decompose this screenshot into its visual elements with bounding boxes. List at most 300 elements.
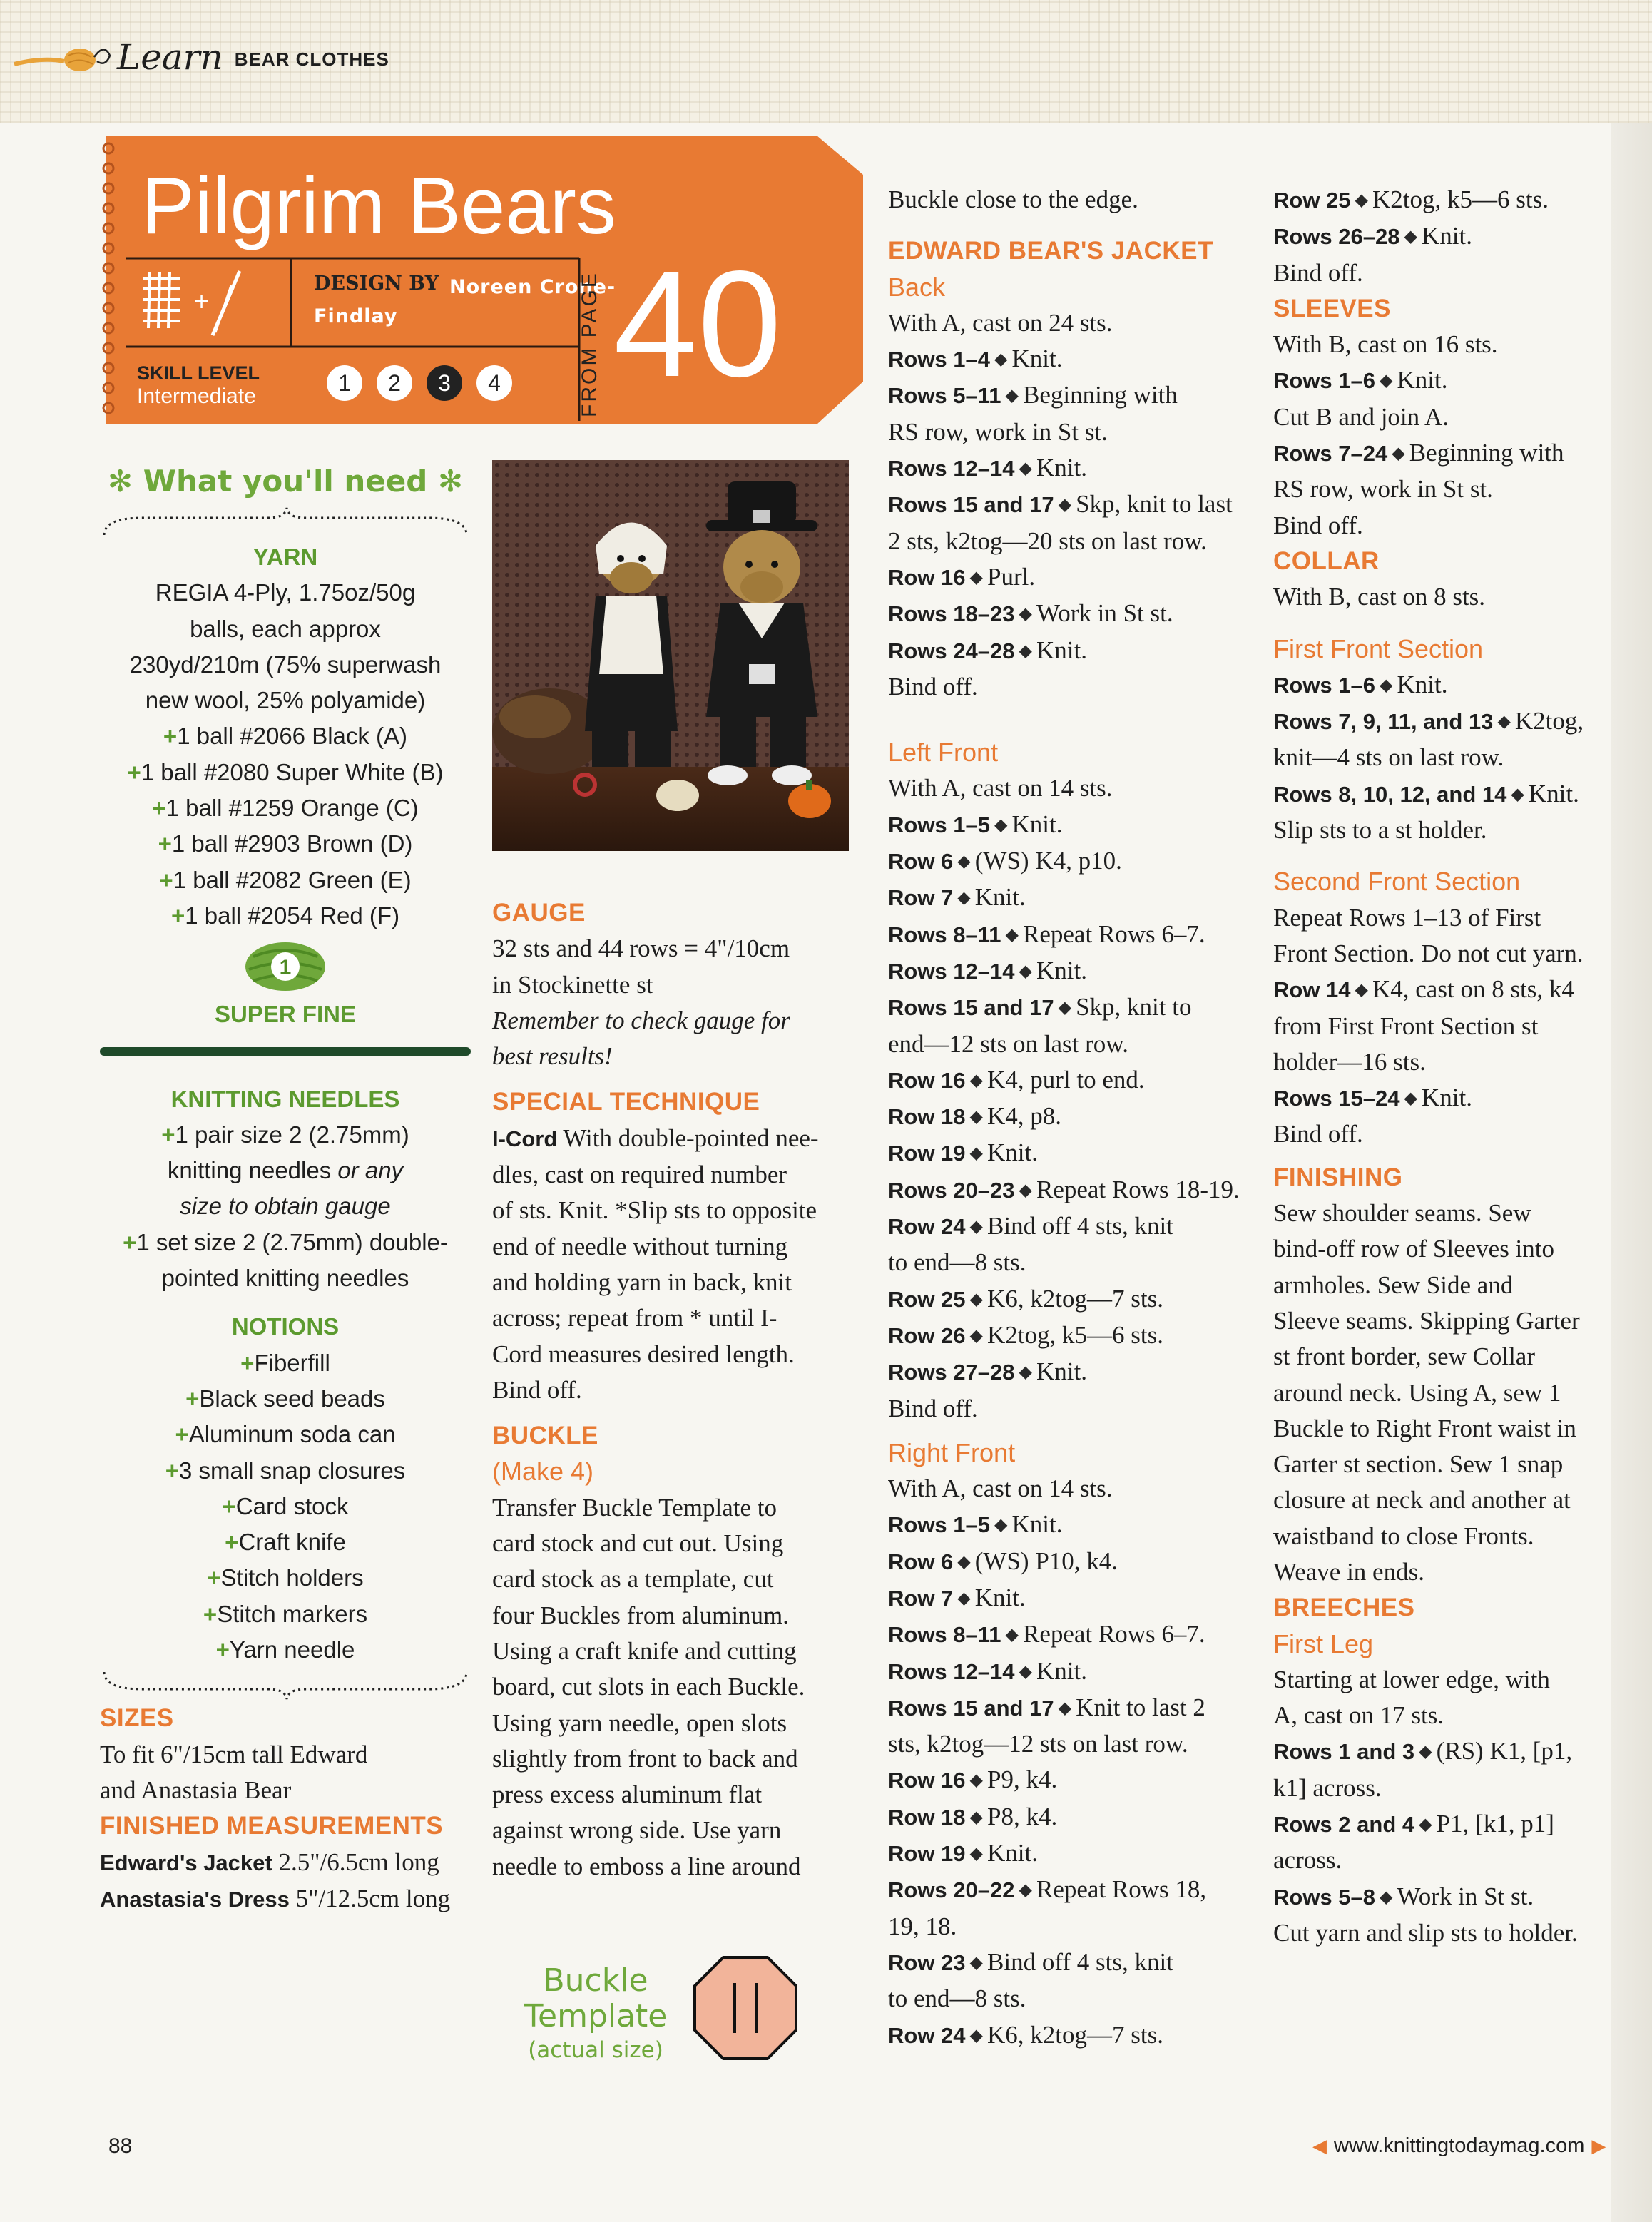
row-label: Row 23 bbox=[888, 1950, 966, 1975]
row-text: Skp, knit to last bbox=[1076, 490, 1233, 519]
diamond-bullet-icon: ◆ bbox=[1419, 1815, 1432, 1835]
needle-item: +1 pair size 2 (2.75mm) bbox=[161, 1121, 409, 1148]
gauge-line: 32 sts and 44 rows = 4"/10cm bbox=[492, 934, 790, 963]
yarn-item: +1 ball #2066 Black (A) bbox=[163, 723, 408, 750]
diamond-bullet-icon: ◆ bbox=[994, 350, 1008, 370]
diamond-bullet-icon: ◆ bbox=[957, 1552, 971, 1571]
buckle-line: press excess aluminum flat bbox=[492, 1780, 763, 1809]
second-front-line: Front Section. Do not cut yarn. bbox=[1273, 939, 1584, 967]
sleeves-rows-2 bbox=[1273, 435, 1616, 508]
diamond-bullet-icon: ◆ bbox=[957, 889, 971, 908]
instruction-row bbox=[1273, 667, 1616, 703]
row-label: Row 6 bbox=[888, 849, 954, 875]
row-label: Rows 20–23 bbox=[888, 1177, 1015, 1203]
diamond-bullet-icon: ◆ bbox=[969, 1808, 983, 1827]
row-text: knit—4 sts on last row. bbox=[1273, 743, 1504, 772]
row-label: Rows 15–24 bbox=[1273, 1086, 1400, 1111]
row-text: sts, k2tog—12 sts on last row. bbox=[888, 1730, 1188, 1758]
instruction-row bbox=[888, 1835, 1259, 1872]
diamond-bullet-icon: ◆ bbox=[1355, 981, 1368, 1000]
instruction-row bbox=[888, 807, 1259, 843]
diamond-bullet-icon: ◆ bbox=[1380, 372, 1393, 391]
left-cast-on: With A, cast on 14 sts. bbox=[888, 774, 1113, 802]
diamond-bullet-icon: ◆ bbox=[1019, 459, 1032, 479]
green-divider bbox=[100, 1047, 471, 1056]
left-front-rows bbox=[888, 807, 1259, 1391]
left-bind-off: Bind off. bbox=[888, 1394, 978, 1422]
diamond-bullet-icon: ◆ bbox=[1019, 1662, 1032, 1681]
row-text: Bind off 4 sts, knit bbox=[987, 1947, 1173, 1976]
back-cast-on: With A, cast on 24 sts. bbox=[888, 308, 1113, 337]
diamond-bullet-icon: ◆ bbox=[994, 1516, 1008, 1535]
row-label: Rows 1–5 bbox=[888, 812, 991, 837]
row-text: Repeat Rows 6–7. bbox=[1023, 919, 1205, 948]
back-bind-off: Bind off. bbox=[888, 672, 978, 700]
collar-heading: COLLAR bbox=[1273, 546, 1380, 575]
row-label: Rows 15 and 17 bbox=[888, 1695, 1054, 1721]
yarn-desc-line: 230yd/210m (75% superwash bbox=[129, 651, 442, 678]
row-text: to end—8 sts. bbox=[888, 1984, 1026, 2013]
row-text: K2tog, k5—6 sts. bbox=[987, 1320, 1163, 1349]
row-label: Row 18 bbox=[888, 1804, 966, 1830]
row-label: Row 24 bbox=[888, 2022, 966, 2048]
first-front-rows bbox=[1273, 667, 1616, 812]
row-label: Rows 27–28 bbox=[888, 1360, 1015, 1385]
row-label: Rows 7–24 bbox=[1273, 441, 1388, 467]
needles-heading: KNITTING NEEDLES bbox=[170, 1085, 400, 1112]
instruction-row bbox=[888, 1762, 1259, 1798]
finishing-heading: FINISHING bbox=[1273, 1163, 1403, 1191]
notion-item: +Craft knife bbox=[225, 1529, 346, 1556]
row-text: Knit. bbox=[987, 1839, 1038, 1867]
instruction-row bbox=[888, 1507, 1259, 1543]
diamond-bullet-icon: ◆ bbox=[957, 1589, 971, 1608]
notion-item: +Card stock bbox=[222, 1492, 349, 1519]
page-number: 88 bbox=[108, 2134, 133, 2158]
yarn-item: +1 ball #2082 Green (E) bbox=[159, 866, 412, 893]
row-label: Rows 26–28 bbox=[1273, 224, 1400, 250]
row-label: Row 25 bbox=[1273, 188, 1351, 213]
row-label: Rows 8, 10, 12, and 14 bbox=[1273, 781, 1507, 807]
notion-item: +Fiberfill bbox=[240, 1349, 330, 1376]
icord-line: dles, cast on required number bbox=[492, 1161, 787, 1189]
second-front-line: Repeat Rows 1–13 of First bbox=[1273, 903, 1541, 932]
instruction-row bbox=[1273, 1080, 1616, 1116]
left-front-subheading: Left Front bbox=[888, 738, 999, 768]
instruction-row bbox=[888, 1354, 1259, 1390]
first-leg-rows bbox=[1273, 1733, 1616, 1915]
instruction-row bbox=[888, 377, 1259, 414]
section-name: BEAR CLOTHES bbox=[234, 48, 389, 70]
skill-level-label: SKILL LEVEL bbox=[137, 362, 260, 384]
diamond-bullet-icon: ◆ bbox=[1497, 713, 1511, 732]
instruction-row bbox=[888, 1872, 1259, 1908]
icord-line: across; repeat from * until I- bbox=[492, 1304, 777, 1332]
diamond-bullet-icon: ◆ bbox=[1019, 605, 1032, 624]
instruction-row bbox=[1273, 972, 1616, 1008]
diamond-bullet-icon: ◆ bbox=[1380, 676, 1393, 695]
row-text: Knit. bbox=[974, 1583, 1026, 1611]
instruction-row bbox=[888, 1135, 1259, 1171]
row-label: Row 19 bbox=[888, 1841, 966, 1867]
row-text: Work in St st. bbox=[1397, 1882, 1534, 1910]
instruction-row bbox=[1273, 740, 1616, 775]
template-subtitle: (actual size) bbox=[528, 2037, 663, 2063]
finishing-line: Sew shoulder seams. Sew bbox=[1273, 1199, 1531, 1228]
notion-item: +Stitch markers bbox=[203, 1600, 368, 1627]
row-text: 19, 18. bbox=[888, 1912, 957, 1940]
diamond-bullet-icon: ◆ bbox=[1380, 1887, 1393, 1907]
buckle-line: needle to emboss a line around bbox=[492, 1852, 801, 1880]
top-brace-divider bbox=[100, 506, 471, 539]
row-text: Repeat Rows 6–7. bbox=[1023, 1620, 1205, 1648]
yarn-weight-label: SUPER FINE bbox=[214, 1001, 357, 1028]
skill-dot-2: 2 bbox=[377, 365, 412, 401]
yarn-item: +1 ball #2903 Brown (D) bbox=[158, 830, 413, 857]
instruction-row bbox=[888, 1026, 1259, 1062]
buckle-line: Using a craft knife and cutting bbox=[492, 1636, 797, 1665]
second-bind-off: Bind off. bbox=[1273, 1120, 1363, 1148]
icord-line: Bind off. bbox=[492, 1375, 582, 1404]
row-text: RS row, work in St st. bbox=[1273, 475, 1493, 504]
instruction-row bbox=[888, 1172, 1259, 1208]
right-cast-on: With A, cast on 14 sts. bbox=[888, 1474, 1113, 1503]
row-text: Skp, knit to bbox=[1076, 993, 1192, 1021]
diamond-bullet-icon: ◆ bbox=[969, 1326, 983, 1345]
buckle-line: Using yarn needle, open slots bbox=[492, 1708, 787, 1737]
row-label: Rows 20–22 bbox=[888, 1877, 1015, 1903]
buckle-line: Transfer Buckle Template to bbox=[492, 1493, 777, 1522]
instruction-row bbox=[888, 1062, 1259, 1099]
column-2 bbox=[492, 895, 906, 1885]
row-label: Row 25 bbox=[888, 1286, 966, 1312]
website-url[interactable]: www.knittingtodaymag.com bbox=[1334, 2134, 1585, 2157]
second-front-rows bbox=[1273, 972, 1616, 1116]
sparkle-icon: ✻ bbox=[107, 464, 143, 499]
row-label: Row 16 bbox=[888, 564, 966, 590]
yarn-ball-icon bbox=[14, 36, 114, 78]
row-text: K4, cast on 8 sts, k4 bbox=[1372, 975, 1574, 1004]
notion-item: +3 small snap closures bbox=[165, 1457, 406, 1484]
gauge-note: best results! bbox=[492, 1042, 613, 1071]
row-label: Row 18 bbox=[888, 1104, 966, 1130]
finished-heading: FINISHED MEASUREMENTS bbox=[100, 1812, 444, 1840]
diamond-bullet-icon: ◆ bbox=[994, 815, 1008, 835]
buckle-heading: BUCKLE bbox=[492, 1422, 598, 1450]
sizes-line: and Anastasia Bear bbox=[100, 1775, 292, 1804]
title-card bbox=[100, 136, 863, 424]
back-subheading: Back bbox=[888, 272, 946, 302]
row-text: P1, [k1, p1] across. bbox=[1273, 1810, 1554, 1875]
buckle-line: four Buckles from aluminum. bbox=[492, 1601, 790, 1629]
diamond-bullet-icon: ◆ bbox=[957, 852, 971, 872]
row-text: Knit. bbox=[1036, 1357, 1087, 1386]
row-text: Knit. bbox=[1397, 670, 1448, 698]
second-front-subheading: Second Front Section bbox=[1273, 867, 1521, 897]
icord-line: Cord measures desired length. bbox=[492, 1340, 795, 1368]
diamond-bullet-icon: ◆ bbox=[969, 1953, 983, 1972]
instruction-row bbox=[888, 1580, 1259, 1616]
diamond-bullet-icon: ◆ bbox=[1005, 925, 1019, 944]
bottom-brace-divider bbox=[100, 1668, 471, 1701]
row-text: (RS) K1, [p1, bbox=[1436, 1737, 1573, 1765]
diamond-bullet-icon: ◆ bbox=[969, 1071, 983, 1090]
needle-item: +1 set size 2 (2.75mm) double- bbox=[123, 1228, 448, 1255]
row-label: Rows 15 and 17 bbox=[888, 995, 1054, 1021]
instruction-row bbox=[1273, 1009, 1616, 1044]
finishing-line: Sleeve seams. Skipping Garter bbox=[1273, 1306, 1580, 1335]
first-front-subheading: First Front Section bbox=[1273, 633, 1484, 663]
instruction-row bbox=[888, 1799, 1259, 1835]
diamond-bullet-icon: ◆ bbox=[1019, 641, 1032, 661]
instruction-row bbox=[888, 633, 1259, 669]
buckle-line: slightly from front to back and bbox=[492, 1744, 798, 1773]
sleeves-cut: Cut B and join A. bbox=[1273, 402, 1449, 431]
diamond-bullet-icon: ◆ bbox=[1419, 1743, 1432, 1762]
materials-title-text: What you'll need bbox=[143, 464, 428, 499]
row-text: holder—16 sts. bbox=[1273, 1047, 1426, 1076]
diamond-bullet-icon: ◆ bbox=[969, 1108, 983, 1127]
finishing-line: armholes. Sew Side and bbox=[1273, 1270, 1514, 1299]
instruction-row bbox=[1273, 182, 1616, 218]
row-label: Row 16 bbox=[888, 1768, 966, 1793]
row-text: (WS) P10, k4. bbox=[974, 1546, 1118, 1575]
instruction-row bbox=[888, 1945, 1259, 1981]
column-4 bbox=[1273, 182, 1616, 1951]
diamond-bullet-icon: ◆ bbox=[1511, 785, 1524, 804]
buckle-subheading: (Make 4) bbox=[492, 1457, 594, 1487]
row-text: K4, purl to end. bbox=[987, 1065, 1145, 1094]
first-leg-line: Starting at lower edge, with bbox=[1273, 1665, 1550, 1693]
finished-line: Anastasia's Dress 5"/12.5cm long bbox=[100, 1884, 451, 1912]
row-label: Rows 8–11 bbox=[888, 1622, 1001, 1648]
notion-item: +Aluminum soda can bbox=[175, 1421, 396, 1448]
row-label: Rows 18–23 bbox=[888, 601, 1015, 627]
collar-cast-on: With B, cast on 8 sts. bbox=[1273, 583, 1486, 611]
first-leg-subheading: First Leg bbox=[1273, 1629, 1374, 1658]
diamond-bullet-icon: ◆ bbox=[1058, 1698, 1072, 1718]
skill-dot-3-selected: 3 bbox=[427, 365, 462, 401]
buckle-line: against wrong side. Use yarn bbox=[492, 1816, 782, 1845]
row-text: Work in St st. bbox=[1036, 599, 1173, 628]
instruction-row bbox=[1273, 218, 1616, 255]
row-text: Beginning with bbox=[1409, 439, 1564, 467]
instruction-row bbox=[888, 1318, 1259, 1354]
instruction-row bbox=[888, 2017, 1259, 2054]
website-footer[interactable] bbox=[1312, 2134, 1606, 2158]
diamond-bullet-icon: ◆ bbox=[1392, 444, 1405, 464]
needle-item-cont: size to obtain gauge bbox=[180, 1193, 391, 1220]
diamond-bullet-icon: ◆ bbox=[1019, 1363, 1032, 1382]
skill-level-value: Intermediate bbox=[137, 384, 256, 408]
instruction-row bbox=[888, 953, 1259, 989]
needle-item-cont: pointed knitting needles bbox=[161, 1265, 409, 1292]
yarn-desc-line: new wool, 25% polyamide) bbox=[145, 687, 426, 714]
gauge-line: in Stockinette st bbox=[492, 970, 653, 999]
row-label: Row 24 bbox=[888, 1214, 966, 1240]
row-text: Knit. bbox=[1036, 636, 1087, 664]
yarn-item: +1 ball #2080 Super White (B) bbox=[127, 758, 444, 785]
sparkle-icon: ✻ bbox=[427, 464, 464, 499]
breeches-heading: BREECHES bbox=[1273, 1594, 1415, 1622]
icord-line: end of needle without turning bbox=[492, 1232, 788, 1260]
arrow-right-icon: ▶ bbox=[1591, 2135, 1606, 2156]
row-text: 2 sts, k2tog—20 sts on last row. bbox=[888, 526, 1207, 555]
back-continued-rows bbox=[1273, 182, 1616, 255]
diamond-bullet-icon: ◆ bbox=[969, 1290, 983, 1309]
svg-text:+: + bbox=[193, 289, 211, 314]
icord-line: of sts. Knit. *Slip sts to opposite bbox=[492, 1196, 817, 1225]
icord-line: I-Cord With double-pointed nee- bbox=[492, 1123, 819, 1152]
finishing-line: bind-off row of Sleeves into bbox=[1273, 1235, 1555, 1263]
diamond-bullet-icon: ◆ bbox=[1404, 228, 1417, 247]
diamond-bullet-icon: ◆ bbox=[1058, 999, 1072, 1018]
instruction-row bbox=[888, 1616, 1259, 1653]
notion-item: +Black seed beads bbox=[185, 1385, 385, 1412]
instruction-row bbox=[888, 1099, 1259, 1135]
knitting-needles-icon bbox=[136, 264, 243, 342]
row-label: Rows 12–14 bbox=[888, 456, 1015, 481]
instruction-row bbox=[1273, 362, 1616, 399]
buckle-template-shape bbox=[692, 1955, 799, 2062]
instruction-row bbox=[888, 450, 1259, 486]
row-label: Row 16 bbox=[888, 1067, 966, 1093]
instruction-row bbox=[888, 880, 1259, 916]
diamond-bullet-icon: ◆ bbox=[1404, 1089, 1417, 1109]
first-leg-line: A, cast on 17 sts. bbox=[1273, 1701, 1444, 1730]
instruction-row bbox=[1273, 776, 1616, 812]
skill-level-dots bbox=[327, 365, 512, 401]
sizes-block bbox=[100, 1701, 471, 1917]
yarn-weight-number: 1 bbox=[279, 956, 292, 980]
row-text: Repeat Rows 18-19. bbox=[1036, 1175, 1240, 1203]
instruction-row bbox=[1273, 435, 1616, 472]
sleeves-bind-off: Bind off. bbox=[1273, 511, 1363, 539]
instruction-row bbox=[888, 486, 1259, 523]
sleeves-cast-on: With B, cast on 16 sts. bbox=[1273, 330, 1498, 359]
instruction-row bbox=[1273, 1806, 1616, 1879]
instruction-row bbox=[1273, 703, 1616, 740]
row-label: Row 7 bbox=[888, 885, 954, 911]
finishing-line: Weave in ends. bbox=[1273, 1557, 1424, 1586]
row-text: Knit. bbox=[1036, 1656, 1087, 1685]
diamond-bullet-icon: ◆ bbox=[969, 1845, 983, 1864]
yarn-weight-icon bbox=[100, 938, 471, 995]
sizes-heading: SIZES bbox=[100, 1704, 174, 1733]
row-text: Purl. bbox=[987, 562, 1036, 591]
yarn-desc-line: REGIA 4-Ply, 1.75oz/50g bbox=[155, 579, 416, 606]
row-label: Rows 1–4 bbox=[888, 347, 991, 372]
learn-label: Learn bbox=[117, 36, 223, 78]
pattern-title: Pilgrim Bears bbox=[141, 161, 616, 250]
instruction-row bbox=[1273, 1770, 1616, 1806]
instruction-row bbox=[888, 1245, 1259, 1280]
row-text: Knit. bbox=[1397, 366, 1448, 394]
back-rows bbox=[888, 341, 1259, 669]
row-label: Rows 8–11 bbox=[888, 922, 1001, 947]
row-text: K6, k2tog—7 sts. bbox=[987, 2020, 1163, 2049]
column-3 bbox=[888, 182, 1259, 2054]
buckle-line: card stock as a template, cut bbox=[492, 1565, 774, 1594]
finishing-line: waistband to close Fronts. bbox=[1273, 1522, 1534, 1550]
diamond-bullet-icon: ◆ bbox=[969, 568, 983, 587]
diamond-bullet-icon: ◆ bbox=[1355, 191, 1368, 210]
row-label: Rows 2 and 4 bbox=[1273, 1812, 1415, 1838]
instruction-row bbox=[888, 917, 1259, 953]
row-label: Row 6 bbox=[888, 1549, 954, 1574]
row-text: to end—8 sts. bbox=[888, 1248, 1026, 1277]
running-head bbox=[14, 29, 389, 86]
yarn-heading: YARN bbox=[253, 544, 318, 570]
first-leg-end: Cut yarn and slip sts to holder. bbox=[1273, 1918, 1578, 1947]
row-label: Rows 7, 9, 11, and 13 bbox=[1273, 709, 1494, 735]
row-text: Knit. bbox=[1528, 779, 1579, 807]
diamond-bullet-icon: ◆ bbox=[969, 2026, 983, 2045]
template-title-line: Template bbox=[524, 1998, 668, 2034]
row-label: Row 14 bbox=[1273, 977, 1351, 1003]
row-label: Rows 1 and 3 bbox=[1273, 1739, 1415, 1765]
row-text: Knit. bbox=[1011, 345, 1063, 373]
instruction-row bbox=[888, 341, 1259, 377]
from-page-label: FROM PAGE bbox=[578, 271, 601, 417]
instruction-row bbox=[888, 843, 1259, 880]
row-text: P8, k4. bbox=[987, 1802, 1058, 1830]
sleeves-rows bbox=[1273, 362, 1616, 399]
bind-off-line: Bind off. bbox=[1273, 258, 1363, 287]
diamond-bullet-icon: ◆ bbox=[969, 1144, 983, 1163]
row-text: Knit. bbox=[1421, 222, 1472, 250]
instruction-row bbox=[888, 1726, 1259, 1762]
page-gutter bbox=[1611, 123, 1652, 2222]
diamond-bullet-icon: ◆ bbox=[1005, 1626, 1019, 1645]
instruction-row bbox=[888, 1544, 1259, 1580]
diamond-bullet-icon: ◆ bbox=[1058, 496, 1072, 515]
buckle-line: board, cut slots in each Buckle. bbox=[492, 1673, 805, 1701]
instruction-row bbox=[1273, 472, 1616, 507]
instruction-row bbox=[888, 1653, 1259, 1690]
skill-dot-4: 4 bbox=[476, 365, 512, 401]
row-text: P9, k4. bbox=[987, 1765, 1058, 1794]
instruction-row bbox=[888, 524, 1259, 559]
row-text: Bind off 4 sts, knit bbox=[987, 1212, 1173, 1240]
pilgrim-bears-photo bbox=[492, 460, 849, 851]
right-front-subheading: Right Front bbox=[888, 1437, 1016, 1467]
row-label: Rows 12–14 bbox=[888, 1658, 1015, 1684]
row-text: k1] across. bbox=[1273, 1773, 1382, 1802]
diamond-bullet-icon: ◆ bbox=[1019, 1881, 1032, 1900]
notion-item: +Yarn needle bbox=[215, 1636, 355, 1663]
row-text: (WS) K4, p10. bbox=[974, 847, 1122, 875]
template-title-line: Buckle bbox=[543, 1962, 648, 1999]
row-text: Repeat Rows 18, bbox=[1036, 1875, 1207, 1904]
finishing-line: Buckle to Right Front waist in bbox=[1273, 1414, 1576, 1442]
row-text: Knit. bbox=[987, 1138, 1038, 1167]
skill-dot-1: 1 bbox=[327, 365, 362, 401]
row-text: K4, p8. bbox=[987, 1102, 1062, 1131]
row-label: Rows 5–11 bbox=[888, 383, 1001, 409]
first-front-slip: Slip sts to a st holder. bbox=[1273, 816, 1487, 845]
row-text: from First Front Section st bbox=[1273, 1011, 1539, 1040]
row-text: K6, k2tog—7 sts. bbox=[987, 1284, 1163, 1313]
needle-item-cont: knitting needles or any bbox=[167, 1157, 404, 1184]
row-text: Knit to last 2 bbox=[1076, 1693, 1205, 1721]
row-text: Knit. bbox=[1036, 454, 1087, 482]
row-label: Rows 1–6 bbox=[1273, 368, 1376, 394]
diamond-bullet-icon: ◆ bbox=[1019, 962, 1032, 981]
instruction-row bbox=[888, 1690, 1259, 1726]
row-label: Rows 24–28 bbox=[888, 638, 1015, 663]
row-text: Knit. bbox=[1036, 956, 1087, 984]
